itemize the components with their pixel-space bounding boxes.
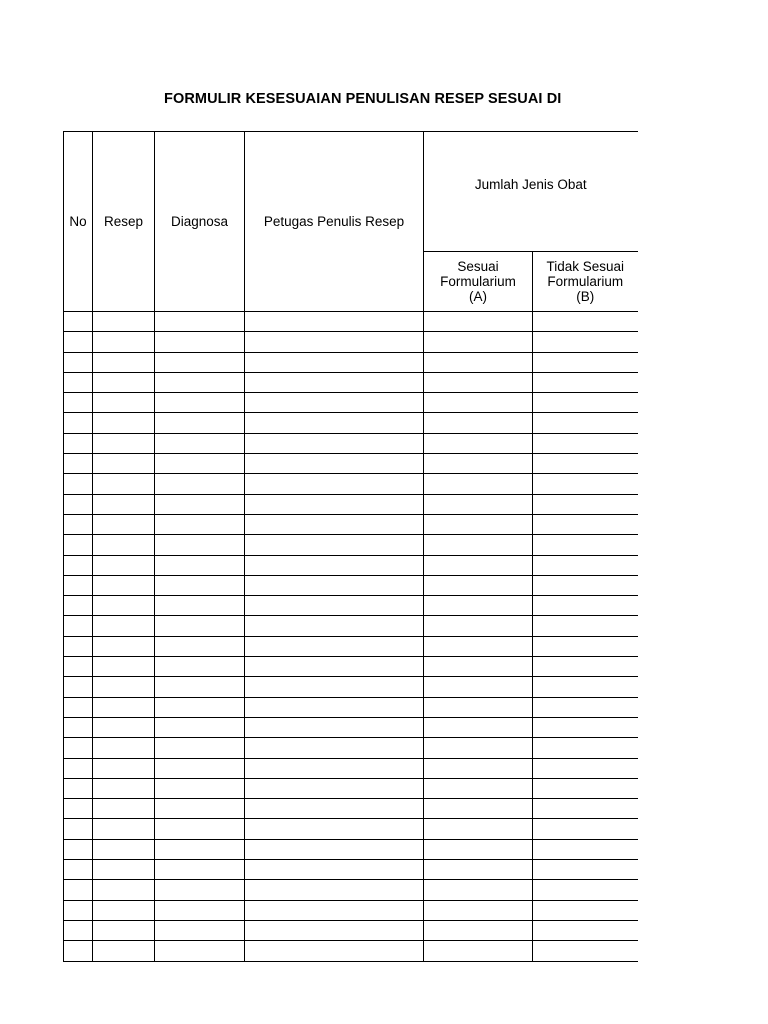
cell-petugas [245, 941, 424, 961]
cell-diagnosa [155, 799, 245, 819]
table-row [64, 717, 638, 737]
cell-diagnosa [155, 352, 245, 372]
cell-petugas [245, 677, 424, 697]
table-row [64, 393, 638, 413]
cell-tidak-sesuai [533, 880, 638, 900]
cell-petugas [245, 717, 424, 737]
cell-tidak-sesuai [533, 616, 638, 636]
cell-sesuai [424, 697, 533, 717]
cell-no [64, 474, 93, 494]
cell-sesuai [424, 474, 533, 494]
cell-diagnosa [155, 819, 245, 839]
cell-no [64, 941, 93, 961]
cell-sesuai [424, 433, 533, 453]
cell-resep [93, 758, 155, 778]
cell-sesuai [424, 555, 533, 575]
cell-petugas [245, 596, 424, 616]
cell-petugas [245, 433, 424, 453]
cell-resep [93, 372, 155, 392]
cell-petugas [245, 535, 424, 555]
cell-tidak-sesuai [533, 413, 638, 433]
cell-no [64, 555, 93, 575]
header-petugas-penulis-resep: Petugas Penulis Resep [245, 132, 424, 312]
cell-tidak-sesuai [533, 535, 638, 555]
cell-sesuai [424, 880, 533, 900]
cell-resep [93, 616, 155, 636]
cell-diagnosa [155, 596, 245, 616]
header-jumlah-jenis-obat: Jumlah Jenis Obat [424, 132, 638, 252]
cell-diagnosa [155, 494, 245, 514]
table-row [64, 738, 638, 758]
cell-no [64, 636, 93, 656]
cell-diagnosa [155, 535, 245, 555]
cell-resep [93, 494, 155, 514]
cell-sesuai [424, 393, 533, 413]
table-row [64, 778, 638, 798]
cell-resep [93, 900, 155, 920]
cell-sesuai [424, 494, 533, 514]
cell-resep [93, 697, 155, 717]
cell-petugas [245, 312, 424, 332]
cell-sesuai [424, 312, 533, 332]
cell-diagnosa [155, 738, 245, 758]
cell-sesuai [424, 575, 533, 595]
table-row [64, 880, 638, 900]
table-row [64, 677, 638, 697]
table-row [64, 920, 638, 940]
cell-petugas [245, 880, 424, 900]
cell-tidak-sesuai [533, 839, 638, 859]
table-row [64, 555, 638, 575]
cell-no [64, 697, 93, 717]
cell-tidak-sesuai [533, 941, 638, 961]
cell-diagnosa [155, 433, 245, 453]
cell-no [64, 738, 93, 758]
cell-diagnosa [155, 880, 245, 900]
cell-tidak-sesuai [533, 454, 638, 474]
cell-sesuai [424, 616, 533, 636]
cell-sesuai [424, 717, 533, 737]
cell-resep [93, 860, 155, 880]
cell-petugas [245, 839, 424, 859]
cell-resep [93, 514, 155, 534]
cell-petugas [245, 514, 424, 534]
cell-no [64, 514, 93, 534]
cell-resep [93, 596, 155, 616]
cell-diagnosa [155, 778, 245, 798]
cell-tidak-sesuai [533, 778, 638, 798]
cell-tidak-sesuai [533, 393, 638, 413]
cell-diagnosa [155, 941, 245, 961]
table-row [64, 819, 638, 839]
cell-sesuai [424, 657, 533, 677]
cell-resep [93, 352, 155, 372]
cell-petugas [245, 454, 424, 474]
cell-no [64, 880, 93, 900]
cell-tidak-sesuai [533, 312, 638, 332]
cell-petugas [245, 819, 424, 839]
cell-resep [93, 393, 155, 413]
cell-sesuai [424, 332, 533, 352]
cell-petugas [245, 900, 424, 920]
cell-resep [93, 413, 155, 433]
cell-resep [93, 819, 155, 839]
header-sesuai-line-3: (A) [469, 289, 487, 304]
cell-diagnosa [155, 514, 245, 534]
table-row [64, 799, 638, 819]
cell-no [64, 758, 93, 778]
cell-no [64, 433, 93, 453]
cell-sesuai [424, 941, 533, 961]
table-row [64, 697, 638, 717]
cell-no [64, 717, 93, 737]
cell-tidak-sesuai [533, 372, 638, 392]
cell-sesuai [424, 352, 533, 372]
cell-petugas [245, 758, 424, 778]
table-row [64, 535, 638, 555]
cell-sesuai [424, 514, 533, 534]
cell-no [64, 819, 93, 839]
cell-tidak-sesuai [533, 717, 638, 737]
table-row [64, 636, 638, 656]
table-row [64, 454, 638, 474]
cell-no [64, 596, 93, 616]
cell-tidak-sesuai [533, 920, 638, 940]
formulary-compliance-table [63, 131, 638, 962]
cell-petugas [245, 393, 424, 413]
cell-petugas [245, 332, 424, 352]
cell-diagnosa [155, 758, 245, 778]
cell-diagnosa [155, 393, 245, 413]
table-row [64, 413, 638, 433]
cell-no [64, 920, 93, 940]
cell-petugas [245, 372, 424, 392]
table-row [64, 575, 638, 595]
cell-petugas [245, 636, 424, 656]
cell-no [64, 839, 93, 859]
cell-tidak-sesuai [533, 900, 638, 920]
cell-tidak-sesuai [533, 860, 638, 880]
cell-petugas [245, 474, 424, 494]
cell-sesuai [424, 799, 533, 819]
table-row [64, 596, 638, 616]
table-row [64, 312, 638, 332]
cell-resep [93, 880, 155, 900]
cell-diagnosa [155, 636, 245, 656]
cell-no [64, 535, 93, 555]
header-sesuai-line-1: Sesuai [457, 259, 499, 274]
cell-sesuai [424, 920, 533, 940]
cell-resep [93, 738, 155, 758]
cell-sesuai [424, 860, 533, 880]
cell-sesuai [424, 454, 533, 474]
cell-no [64, 372, 93, 392]
cell-tidak-sesuai [533, 758, 638, 778]
cell-petugas [245, 778, 424, 798]
cell-resep [93, 839, 155, 859]
table-row [64, 514, 638, 534]
cell-diagnosa [155, 900, 245, 920]
table-row [64, 941, 638, 961]
cell-tidak-sesuai [533, 575, 638, 595]
cell-sesuai [424, 758, 533, 778]
cell-petugas [245, 494, 424, 514]
cell-sesuai [424, 778, 533, 798]
cell-tidak-sesuai [533, 332, 638, 352]
cell-no [64, 900, 93, 920]
cell-no [64, 352, 93, 372]
cell-petugas [245, 616, 424, 636]
cell-resep [93, 474, 155, 494]
table-row [64, 860, 638, 880]
cell-petugas [245, 352, 424, 372]
cell-sesuai [424, 413, 533, 433]
cell-tidak-sesuai [533, 657, 638, 677]
header-sesuai-formularium [424, 252, 533, 312]
header-tidak-sesuai-line-3: (B) [576, 289, 595, 304]
table-row [64, 433, 638, 453]
table-row [64, 352, 638, 372]
cell-diagnosa [155, 575, 245, 595]
cell-diagnosa [155, 372, 245, 392]
header-sesuai-line-2: Formularium [440, 274, 516, 289]
cell-sesuai [424, 596, 533, 616]
cell-sesuai [424, 636, 533, 656]
cell-tidak-sesuai [533, 494, 638, 514]
cell-diagnosa [155, 616, 245, 636]
cell-diagnosa [155, 697, 245, 717]
cell-sesuai [424, 677, 533, 697]
cell-resep [93, 555, 155, 575]
cell-petugas [245, 860, 424, 880]
cell-resep [93, 454, 155, 474]
cell-tidak-sesuai [533, 636, 638, 656]
table-row [64, 616, 638, 636]
cell-no [64, 393, 93, 413]
cell-sesuai [424, 819, 533, 839]
cell-no [64, 494, 93, 514]
cell-resep [93, 575, 155, 595]
cell-diagnosa [155, 860, 245, 880]
cell-no [64, 778, 93, 798]
cell-sesuai [424, 535, 533, 555]
cell-no [64, 413, 93, 433]
cell-diagnosa [155, 454, 245, 474]
cell-no [64, 575, 93, 595]
cell-diagnosa [155, 413, 245, 433]
table-row [64, 839, 638, 859]
cell-no [64, 616, 93, 636]
table-row [64, 474, 638, 494]
cell-no [64, 312, 93, 332]
cell-petugas [245, 657, 424, 677]
table-row [64, 758, 638, 778]
table-row [64, 657, 638, 677]
header-tidak-sesuai-line-1: Tidak Sesuai [546, 259, 625, 274]
cell-no [64, 799, 93, 819]
cell-diagnosa [155, 332, 245, 352]
table-row [64, 494, 638, 514]
cell-tidak-sesuai [533, 514, 638, 534]
cell-tidak-sesuai [533, 697, 638, 717]
cell-sesuai [424, 372, 533, 392]
cell-diagnosa [155, 312, 245, 332]
cell-tidak-sesuai [533, 677, 638, 697]
header-tidak-sesuai-formularium [533, 252, 638, 312]
cell-diagnosa [155, 920, 245, 940]
cell-petugas [245, 575, 424, 595]
cell-petugas [245, 920, 424, 940]
cell-resep [93, 636, 155, 656]
cell-resep [93, 941, 155, 961]
cell-no [64, 677, 93, 697]
cell-resep [93, 657, 155, 677]
cell-no [64, 454, 93, 474]
table-row [64, 900, 638, 920]
cell-petugas [245, 799, 424, 819]
cell-sesuai [424, 738, 533, 758]
cell-diagnosa [155, 657, 245, 677]
header-diagnosa: Diagnosa [155, 132, 245, 312]
header-tidak-sesuai-line-2: Formularium [547, 274, 624, 289]
cell-resep [93, 535, 155, 555]
cell-tidak-sesuai [533, 352, 638, 372]
cell-no [64, 657, 93, 677]
cell-petugas [245, 738, 424, 758]
cell-resep [93, 778, 155, 798]
cell-diagnosa [155, 717, 245, 737]
cell-resep [93, 799, 155, 819]
cell-no [64, 860, 93, 880]
cell-tidak-sesuai [533, 738, 638, 758]
cell-tidak-sesuai [533, 799, 638, 819]
cell-no [64, 332, 93, 352]
cell-resep [93, 920, 155, 940]
cell-resep [93, 332, 155, 352]
cell-diagnosa [155, 677, 245, 697]
table-body [64, 312, 638, 962]
cell-sesuai [424, 839, 533, 859]
cell-tidak-sesuai [533, 555, 638, 575]
table-row [64, 372, 638, 392]
cell-resep [93, 312, 155, 332]
table-row [64, 332, 638, 352]
cell-tidak-sesuai [533, 474, 638, 494]
cell-resep [93, 433, 155, 453]
cell-tidak-sesuai [533, 819, 638, 839]
cell-resep [93, 717, 155, 737]
cell-resep [93, 677, 155, 697]
cell-petugas [245, 555, 424, 575]
cell-diagnosa [155, 474, 245, 494]
cell-tidak-sesuai [533, 596, 638, 616]
form-title: FORMULIR KESESUAIAN PENULISAN RESEP SESUAI DI [164, 91, 562, 107]
header-no: No [64, 132, 93, 312]
cell-sesuai [424, 900, 533, 920]
cell-diagnosa [155, 555, 245, 575]
cell-tidak-sesuai [533, 433, 638, 453]
cell-diagnosa [155, 839, 245, 859]
header-resep: Resep [93, 132, 155, 312]
cell-petugas [245, 413, 424, 433]
cell-petugas [245, 697, 424, 717]
